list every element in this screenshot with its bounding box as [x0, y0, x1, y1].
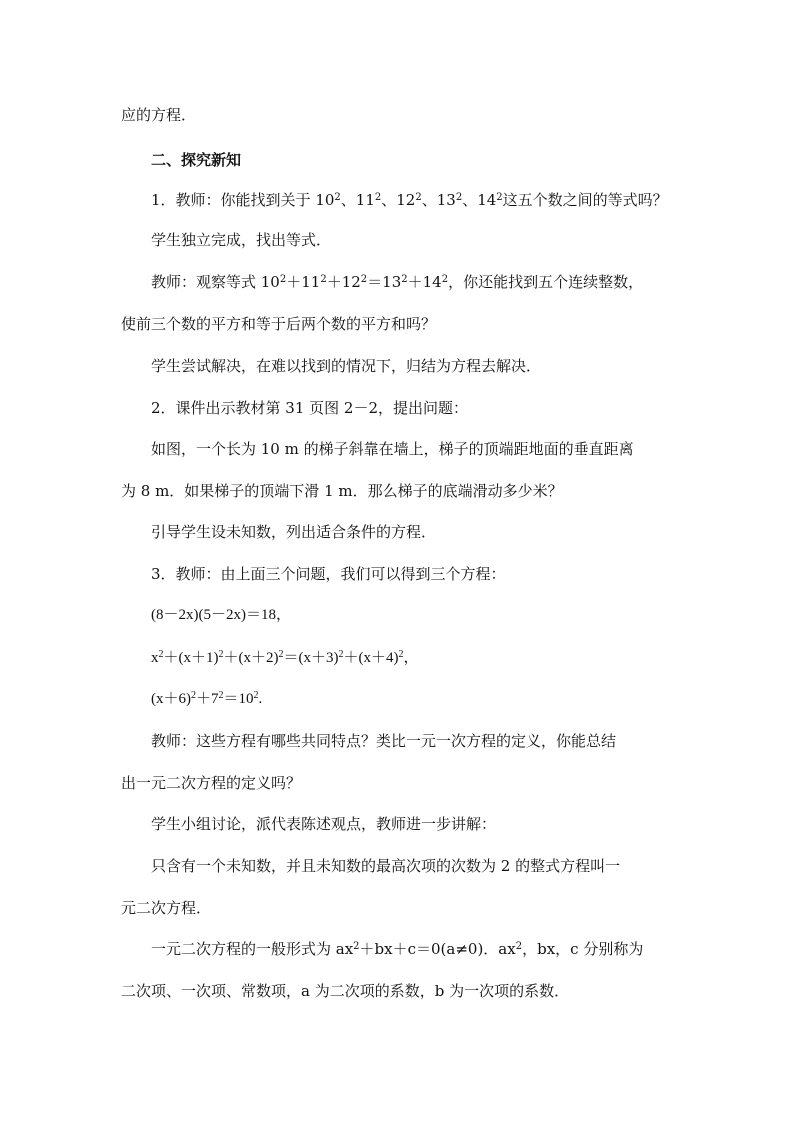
- text-line: 学生独立完成，找出等式．: [151, 231, 332, 249]
- text-line: 2．课件出示教材第 31 页图 2－2，提出问题：: [151, 399, 469, 417]
- equation-line: $x^2+(x+1)^2+(x+2)^2=(x+3)^2+(x+4)^2$，: [151, 649, 419, 666]
- text-line: 元二次方程．: [121, 899, 212, 917]
- equation-line: $(x+6)^2+7^2=10^2$.: [151, 690, 263, 707]
- text-line: 出一元二次方程的定义吗？: [121, 774, 302, 792]
- equation-line: (8－2x)(5－2x)＝18，: [151, 607, 291, 623]
- text-line: 为 8 m．如果梯子的顶端下滑 1 m．那么梯子的底端滑动多少米？: [121, 482, 563, 500]
- text-line: 引导学生设未知数，列出适合条件的方程．: [151, 523, 437, 541]
- text-line: 教师：这些方程有哪些共同特点？类比一元一次方程的定义，你能总结: [151, 732, 617, 750]
- text-line: 3．教师：由上面三个问题，我们可以得到三个方程：: [151, 565, 506, 583]
- text-line: 只含有一个未知数，并且未知数的最高次项的次数为 2 的整式方程叫一: [151, 857, 621, 875]
- text-line: 1．教师：你能找到关于 $10^2$、$11^2$、$12^2$、$13^2$、$14^2$这五个数之间的等式吗？: [151, 191, 668, 209]
- text-line: 教师：观察等式 $10^2+11^2+12^2=13^2+14^2$，你还能找到五个连续整数，: [151, 273, 644, 291]
- text-line: 学生小组讨论，派代表陈述观点，教师进一步讲解：: [151, 815, 497, 833]
- text-line: 如图，一个长为 10 m 的梯子斜靠在墙上，梯子的顶端距地面的垂直距离: [151, 440, 634, 458]
- text-line: 一元二次方程的一般形式为 $ax^2+bx+c=0(a\ne 0)$．$ax^2$，bx，c 分别称为: [151, 940, 644, 958]
- text-line: 学生尝试解决，在难以找到的情况下，归结为方程去解决．: [151, 357, 542, 375]
- text-line: 应的方程．: [121, 106, 197, 124]
- text-line: 二次项、一次项、常数项，a 为二次项的系数，b 为一次项的系数．: [121, 982, 570, 1000]
- section-heading: 二、探究新知: [151, 151, 242, 169]
- text-line: 使前三个数的平方和等于后两个数的平方和吗？: [121, 315, 437, 333]
